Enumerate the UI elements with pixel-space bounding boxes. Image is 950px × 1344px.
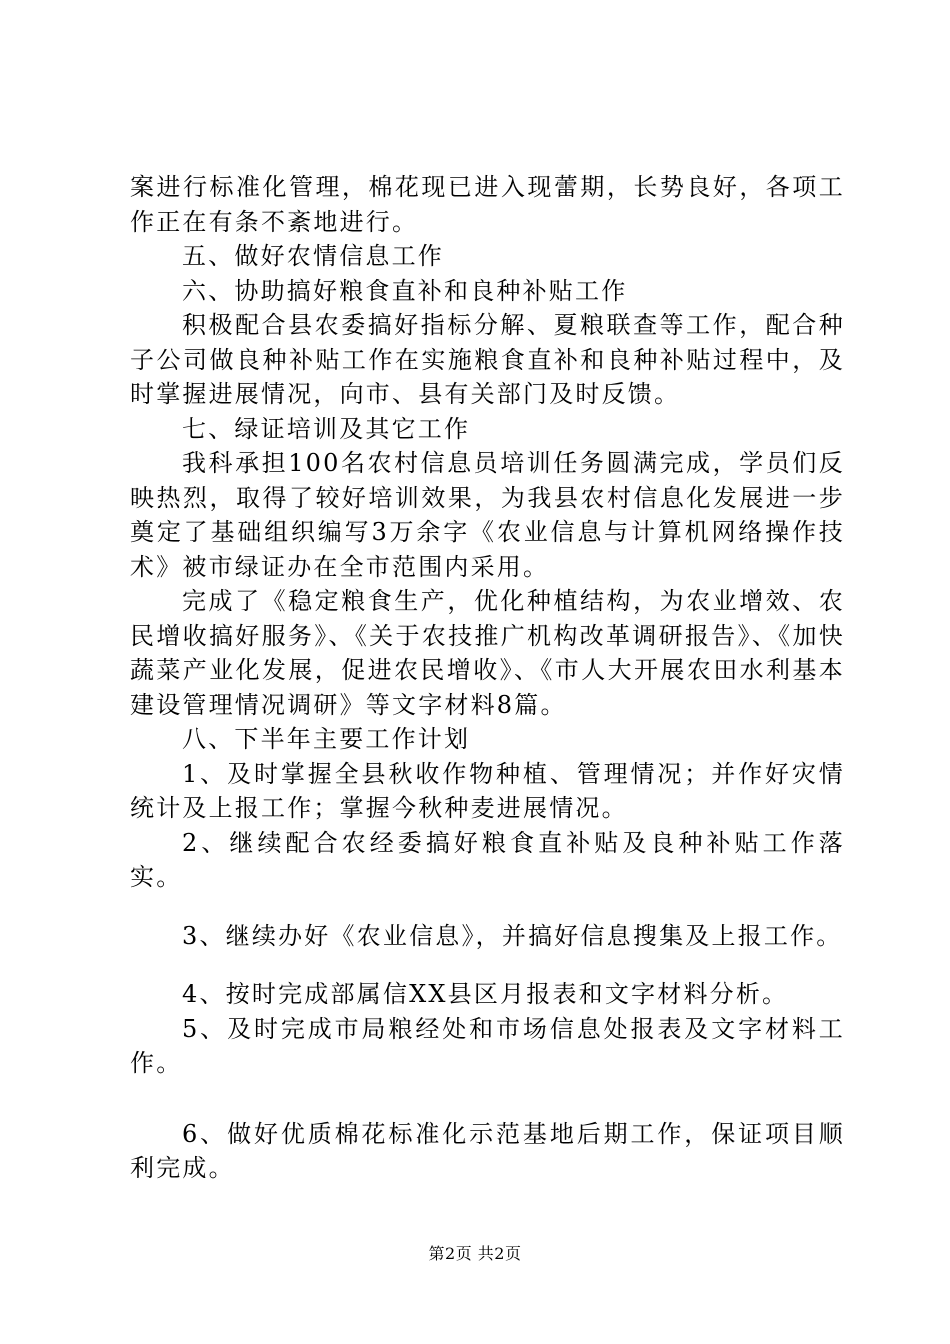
plan-item-6: 6、做好优质棉花标准化示范基地后期工作，保证项目顺利完成。 — [130, 1119, 845, 1182]
section-heading-6: 六、协助搞好粮食直补和良种补贴工作 — [182, 276, 628, 305]
page-footer — [0, 1244, 950, 1264]
document-body — [130, 170, 845, 1186]
paragraph-continued: 案进行标准化管理，棉花现已进入现蕾期，长势良好，各项工作正在有条不紊地进行。 — [130, 173, 845, 236]
section-heading-7: 七、绿证培训及其它工作 — [182, 414, 471, 443]
plan-item-3: 3、继续办好《农业信息》，并搞好信息搜集及上报工作。 — [182, 921, 843, 950]
paragraph-training: 我科承担100名农村信息员培训任务圆满完成，学员们反映热烈，取得了较好培训效果，为我县农村信息化发展进一步奠定了基础组织编写3万余字《农业信息与计算机网络操作技术》被市绿证办在全市范围内采用。 — [130, 449, 845, 581]
plan-item-2: 2、继续配合农经委搞好粮食直补贴及良种补贴工作落实。 — [130, 828, 845, 891]
plan-item-1: 1、及时掌握全县秋收作物种植、管理情况；并作好灾情统计及上报工作；掌握今秋种麦进展情况。 — [130, 759, 845, 822]
paragraph-reports: 完成了《稳定粮食生产，优化种植结构，为农业增效、农民增收搞好服务》、《关于农技推广机构改革调研报告》、《加快蔬菜产业化发展，促进农民增收》、《市人大开展农田水利基本建设管理情况调研》等文字材料8篇。 — [130, 587, 845, 719]
section-heading-8: 八、下半年主要工作计划 — [182, 725, 471, 753]
plan-item-5: 5、及时完成市局粮经处和市场信息处报表及文字材料工作。 — [130, 1014, 845, 1077]
plan-item-4: 4、按时完成部属信XX县区月报表和文字材料分析。 — [182, 980, 789, 1008]
page-number: 第2页 共2页 — [428, 1244, 522, 1263]
section-heading-5: 五、做好农情信息工作 — [182, 242, 444, 270]
paragraph-subsidy: 积极配合县农委搞好指标分解、夏粮联查等工作，配合种子公司做良种补贴工作在实施粮食直补和良种补贴过程中，及时掌握进展情况，向市、县有关部门及时反馈。 — [130, 311, 845, 408]
